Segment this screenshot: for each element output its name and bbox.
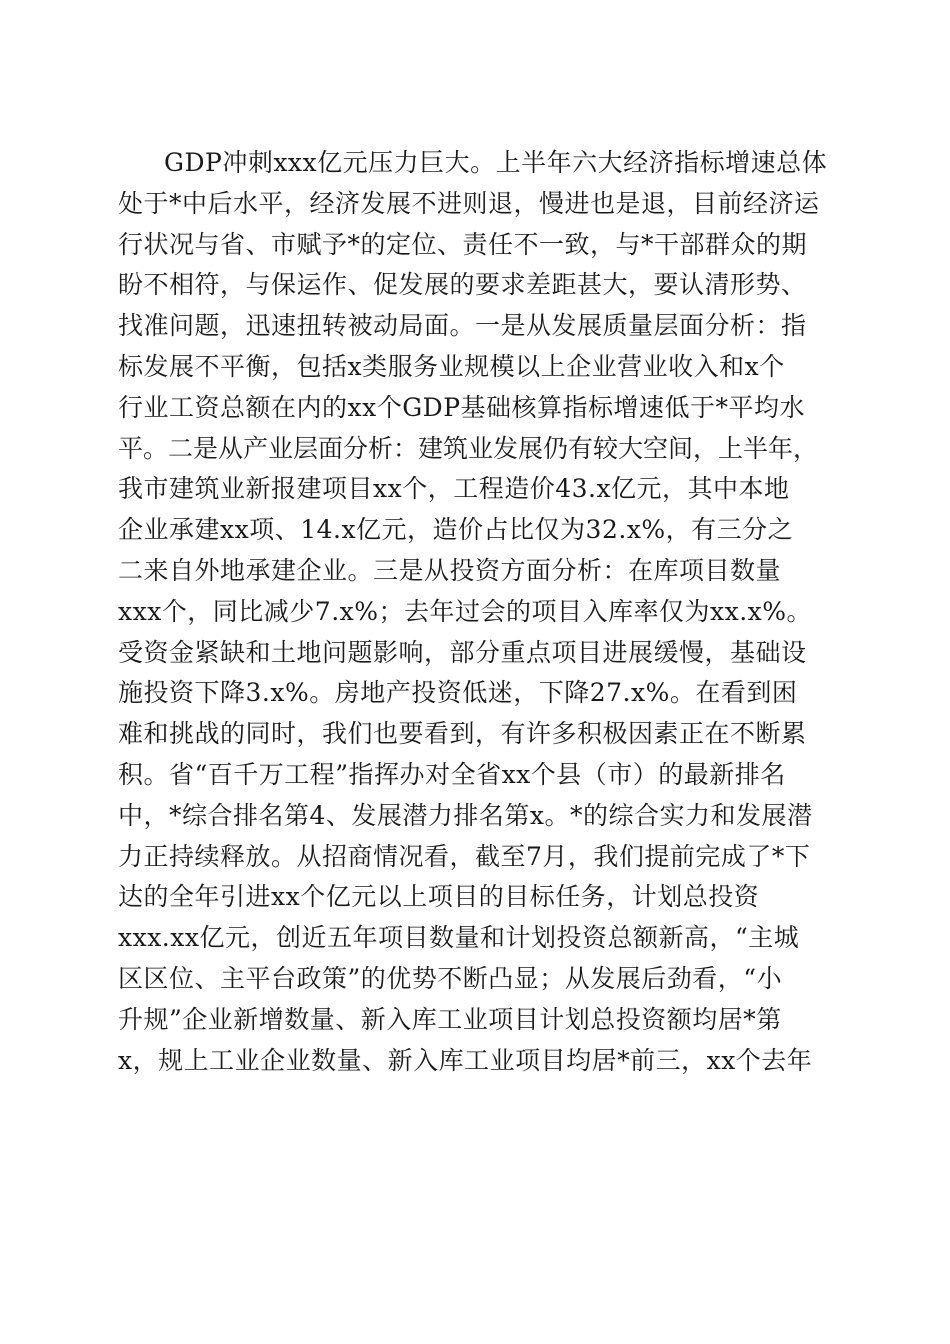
paragraph-line: 行状况与省、市赋予*的定位、责任不一致，与*干部群众的期	[118, 229, 808, 259]
paragraph-line: 升规”企业新增数量、新入库工业项目计划总投资额均居*第	[118, 1004, 782, 1034]
paragraph-line: 区区位、主平台政策”的优势不断凸显；从发展后劲看，“小	[118, 963, 783, 993]
paragraph-line: 二来自外地承建企业。三是从投资方面分析：在库项目数量	[118, 555, 782, 585]
paragraph-line: 标发展不平衡，包括x类服务业规模以上企业营业收入和x个	[118, 351, 785, 381]
paragraph-line: 平。二是从产业层面分析：建筑业发展仍有较大空间，上半年，	[118, 433, 819, 463]
paragraph-line: x，规上工业企业数量、新入库工业项目均居*前三，xx个去年	[118, 1045, 813, 1075]
paragraph-line: 行业工资总额在内的xx个GDP基础核算指标增速低于*平均水	[118, 392, 806, 422]
paragraph-line: 我市建筑业新报建项目xx个，工程造价43.x亿元，其中本地	[118, 474, 790, 504]
paragraph-line: 中，*综合排名第4、发展潜力排名第x。*的综合实力和发展潜	[118, 800, 813, 830]
body-paragraph	[118, 143, 830, 1081]
paragraph-line: 施投资下降3.x%。房地产投资低迷，下降27.x%。在看到困	[118, 678, 798, 708]
paragraph-line: xxx.xx亿元，创近五年项目数量和计划投资总额新高，“主城	[118, 923, 800, 953]
paragraph-line: GDP冲刺xxx亿元压力巨大。上半年六大经济指标增速总体	[164, 148, 828, 177]
paragraph-line: 难和挑战的同时，我们也要看到，有许多积极因素正在不断累	[118, 719, 807, 749]
paragraph-line: xxx个，同比减少7.x%；去年过会的项目入库率仅为xx.x%。	[118, 596, 813, 626]
paragraph-line: 处于*中后水平，经济发展不进则退，慢进也是退，目前经济运	[118, 188, 820, 218]
paragraph-line: 积。省“百千万工程”指挥办对全省xx个县（市）的最新排名	[118, 759, 786, 789]
paragraph-line: 企业承建xx项、14.x亿元，造价占比仅为32.x%，有三分之	[118, 515, 794, 545]
paragraph-line: 盼不相符，与保运作、促发展的要求差距甚大，要认清形势、	[118, 270, 807, 300]
paragraph-line: 达的全年引进xx个亿元以上项目的目标任务，计划总投资	[118, 882, 760, 912]
paragraph-line: 受资金紧缺和土地问题影响，部分重点项目进展缓慢，基础设	[118, 637, 807, 667]
paragraph-line: 找准问题，迅速扭转被动局面。一是从发展质量层面分析：指	[118, 311, 807, 341]
paragraph-line: 力正持续释放。从招商情况看，截至7月，我们提前完成了*下	[118, 841, 811, 871]
